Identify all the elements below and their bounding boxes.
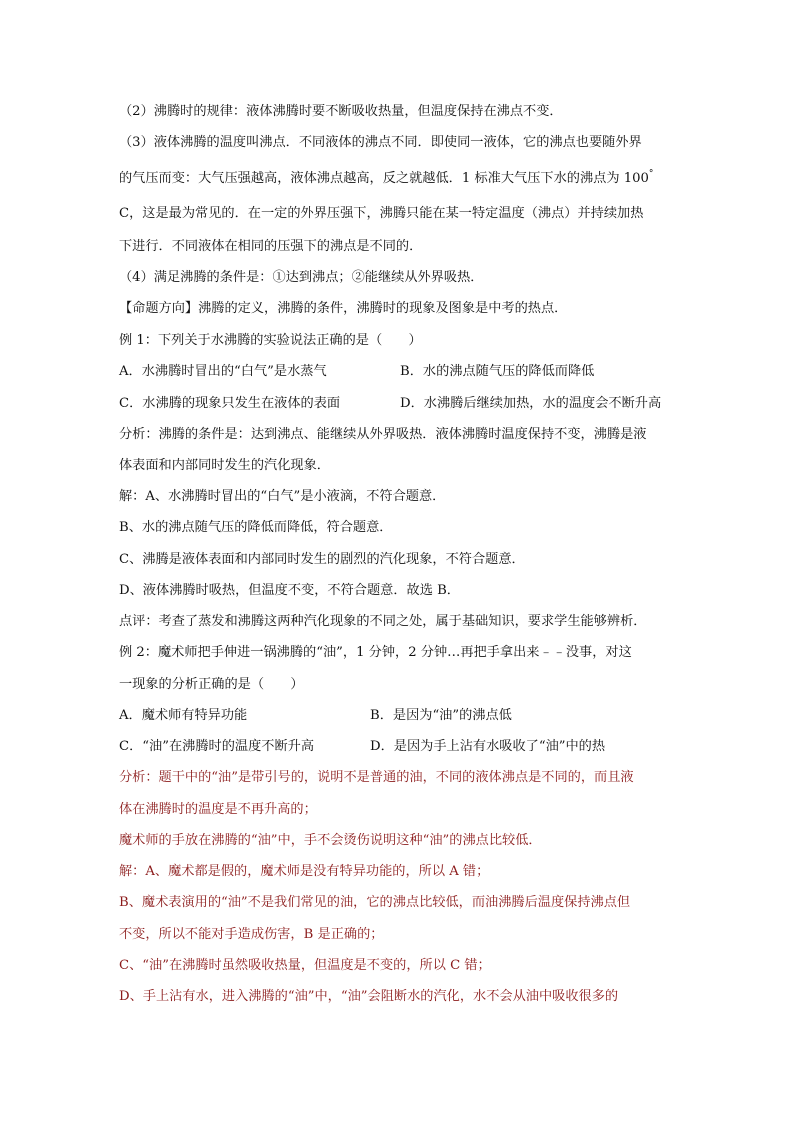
example-1-option-b: B．水的沸点随气压的降低而降低 xyxy=(400,364,595,379)
example-1-analysis-2: 体表面和内部同时发生的汽化现象． xyxy=(119,458,330,473)
example-2-solution-c: C、“油”在沸腾时虽然吸收热量，但温度是不变的，所以 C 错； xyxy=(119,958,491,973)
example-2-solution-d: D、手上沾有水，进入沸腾的“油”中，“油”会阻断水的汽化，水不会从油中吸收很多的 xyxy=(119,989,619,1004)
example-1-comment: 点评：考查了蒸发和沸腾这两种汽化现象的不同之处，属于基础知识，要求学生能够辨析． xyxy=(119,614,647,629)
example-1-analysis-1: 分析：沸腾的条件是：达到沸点、能继续从外界吸热．液体沸腾时温度保持不变，沸腾是液 xyxy=(119,427,647,442)
paragraph-boiling-point-4: 下进行．不同液体在相同的压强下的沸点是不同的． xyxy=(119,239,423,254)
example-2-analysis-2: 体在沸腾时的温度是不再升高的； xyxy=(119,802,317,817)
example-1-solution-c: C、沸腾是液体表面和内部同时发生的剧烈的汽化现象，不符合题意． xyxy=(119,552,525,567)
example-2-option-b: B．是因为“油”的沸点低 xyxy=(370,708,512,723)
example-2-question-2: 一现象的分析正确的是（ ） xyxy=(119,677,304,692)
example-1-option-d: D．水沸腾后继续加热，水的温度会不断升高 xyxy=(400,396,662,411)
example-2-solution-b-2: 不变，所以不能对手造成伤害，B 是正确的； xyxy=(119,927,384,942)
paragraph-boiling-point-3: C，这是最为常见的．在一定的外界压强下，沸腾只能在某一特定温度（沸点）并持续加热 xyxy=(119,206,644,221)
example-1-solution-b: B、水的沸点随气压的降低而降低，符合题意． xyxy=(119,520,393,535)
example-2-analysis-1: 分析：题干中的“油”是带引号的，说明不是普通的油，不同的液体沸点是不同的，而且液 xyxy=(119,770,634,785)
example-2-analysis-3: 魔术师的手放在沸腾的“油”中，手不会烫伤说明这种“油”的沸点比较低． xyxy=(119,833,542,848)
example-2-option-d: D．是因为手上沾有水吸收了“油”中的热 xyxy=(370,739,606,754)
example-2-question-1: 例 2：魔术师把手伸进一锅沸腾的“油”，1 分钟，2 分钟…再把手拿出来﹣﹣没事，对这 xyxy=(119,645,632,660)
example-1-option-a: A．水沸腾时冒出的“白气”是水蒸气 xyxy=(119,364,327,379)
example-1-solution-d: D、液体沸腾时吸热，但温度不变，不符合题意．故选 B． xyxy=(119,583,460,598)
example-2-solution-b-1: B、魔术表演用的“油”不是我们常见的油，它的沸点比较低，而油沸腾后温度保持沸点但 xyxy=(119,895,631,910)
paragraph-boiling-rule: （2）沸腾时的规律：液体沸腾时要不断吸收热量，但温度保持在沸点不变． xyxy=(119,104,563,119)
example-2-option-c: C．“油”在沸腾时的温度不断升高 xyxy=(119,739,315,754)
paragraph-boiling-point-1: （3）液体沸腾的温度叫沸点．不同液体的沸点不同．即使同一液体，它的沸点也要随外界 xyxy=(119,135,642,150)
paragraph-boiling-point-2-text: 的气压而变：大气压强越高，液体沸点越高，反之就越低．1 标准大气压下水的沸点为 100 xyxy=(119,171,649,186)
example-2-option-a: A．魔术师有特异功能 xyxy=(119,708,248,723)
exam-direction: 【命题方向】沸腾的定义，沸腾的条件，沸腾时的现象及图象是中考的热点． xyxy=(119,301,568,316)
example-1-option-c: C．水沸腾的现象只发生在液体的表面 xyxy=(119,396,341,411)
example-2-solution-a: 解：A、魔术都是假的，魔术师是没有特异功能的，所以 A 错； xyxy=(119,864,490,879)
example-1-solution-a: 解：A、水沸腾时冒出的“白气”是小液滴，不符合题意． xyxy=(119,489,446,504)
paragraph-boiling-point-2 xyxy=(119,169,679,190)
example-1-question: 例 1：下列关于水沸腾的实验说法正确的是（ ） xyxy=(119,333,422,348)
paragraph-boiling-conditions: （4）满足沸腾的条件是：①达到沸点；②能继续从外界吸热． xyxy=(119,270,484,285)
degree-sign: ° xyxy=(648,169,654,179)
